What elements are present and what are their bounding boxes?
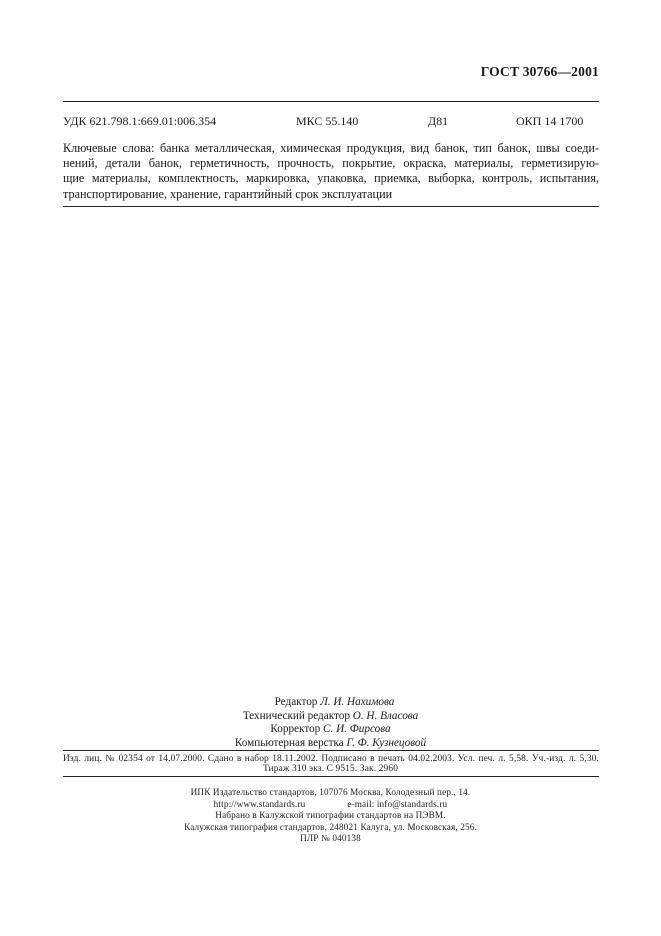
- imprint-line: Изд. лиц. № 02354 от 14.07.2000. Сдано в набор 18.11.2002. Подписано в печать 04.02.2003. Усл. печ. л. 5,58. Уч.-изд. л. 5,30.: [63, 754, 599, 764]
- publisher-website: http://www.standards.ru: [213, 799, 306, 809]
- printer-license: ПЛР № 040138: [300, 833, 361, 843]
- mks-code: МКС 55.140: [296, 114, 359, 128]
- publisher-address: ИПК Издательство стандартов, 107076 Москва, Колодезный пер., 14.: [190, 787, 471, 797]
- imprint-top-divider: [63, 750, 599, 751]
- keywords-divider: [63, 206, 599, 207]
- keywords-paragraph: [63, 141, 599, 202]
- typeset-note: Набрано в Калужской типографии стандартов на ПЭВМ.: [215, 810, 446, 820]
- layout-name: Г. Ф. Кузнецовой: [346, 737, 427, 749]
- credit-editor: [0, 695, 661, 709]
- imprint-bottom-divider: [63, 776, 599, 777]
- corrector-role: Корректор: [270, 723, 321, 735]
- okp-code: ОКП 14 1700: [516, 114, 584, 128]
- group-code: Д81: [428, 114, 449, 128]
- top-divider: [63, 101, 599, 102]
- imprint-line: Тираж 310 экз. С 9515. Зак. 2960: [262, 764, 399, 774]
- keywords-line: нений, детали банок, герметичность, прочность, покрытие, окраска, материалы, герметизирую-: [63, 156, 599, 171]
- printer-address: Калужская типография стандартов, 248021 Калуга, ул. Московская, 256.: [184, 822, 477, 832]
- credit-layout: [0, 736, 661, 750]
- keywords-line: Ключевые слова: банка металлическая, химическая продукция, вид банок, тип банок, швы соеди-: [63, 141, 599, 155]
- keywords-line: щие материалы, комплектность, маркировка, упаковка, приемка, выборка, контроль, испытания,: [63, 171, 599, 186]
- corrector-name: С. И. Фирсова: [323, 723, 391, 735]
- tech-editor-name: О. Н. Власова: [352, 710, 419, 722]
- tech-editor-role: Технический редактор: [242, 710, 350, 722]
- credit-tech-editor: [0, 709, 661, 723]
- editor-name: Л. И. Нахимова: [320, 696, 395, 708]
- credit-corrector: [0, 722, 661, 736]
- document-code: ГОСТ 30766—2001: [480, 64, 599, 79]
- layout-role: Компьютерная верстка: [234, 737, 344, 749]
- publisher-email: e-mail: info@standards.ru: [347, 799, 448, 809]
- editor-role: Редактор: [274, 696, 318, 708]
- keywords-line: транспортирование, хранение, гарантийный срок эксплуатации: [63, 186, 393, 201]
- udk-code: УДК 621.798.1:669.01:006.354: [63, 114, 217, 128]
